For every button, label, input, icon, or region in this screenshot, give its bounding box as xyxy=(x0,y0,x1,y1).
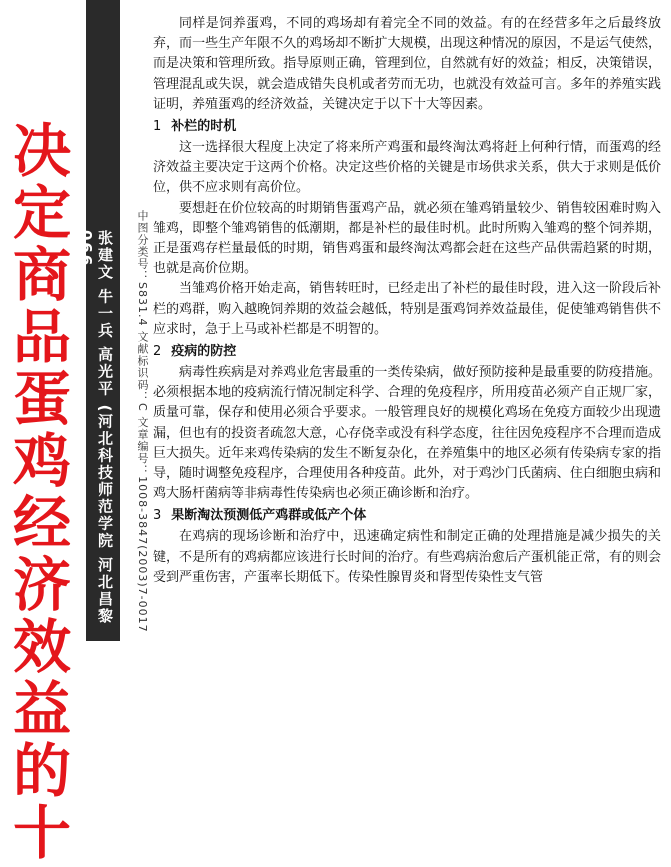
author-strip xyxy=(77,0,120,641)
title-char: 蛋 xyxy=(12,365,71,433)
section-heading xyxy=(153,506,661,526)
intro-paragraph: 同样是饲养蛋鸡，不同的鸡场却有着完全不同的效益。有的在经营多年之后最终放弃，而一些生产年限不久的鸡场却不断扩大规模，出现这种情况的原因，不是运气使然，而是决策和管理所致。指导原则正确，管理到位，自然就有好的效益；相反，决策错误，管理混乱或失误，就会造成错失良机或者劳而无功，也就没有效益可言。多年的养殖实践证明，养殖蛋鸡的经济效益，关键决定于以下十大等因素。 xyxy=(153,16,661,112)
section-heading xyxy=(153,117,661,137)
title-char: 效 xyxy=(12,613,71,681)
section-number: 2 xyxy=(153,344,162,360)
title-char: 品 xyxy=(12,303,71,371)
body-paragraph: 要想赶在价位较高的时期销售蛋鸡产品，就必须在雏鸡销量较少、销售较困难时购入雏鸡，即整个雏鸡销售的低潮期，都是补栏的最佳时机。此时所购入雏鸡的整个饲养期，正是蛋鸡存栏量最低的时期，销售鸡蛋和最终淘汰鸡都会赶在这些产品供需趋紧的时期，也就是高价位期。 xyxy=(153,200,661,277)
body-paragraph: 在鸡病的现场诊断和治疗中，迅速确定病性和制定正确的处理措施是减少损失的关键，不是所有的鸡病都应该进行长时间的治疗。有些鸡病治愈后产蛋机能正常，有的则会受到严重伤害，产蛋率长期低下。传染性腺胃炎和肾型传染性支气管 xyxy=(153,529,661,585)
section-title: 疫病的防控 xyxy=(171,344,237,360)
body-paragraph: 病毒性疾病是对养鸡业危害最重的一类传染病，做好预防接种是最重要的防疫措施。必须根据本地的疫病流行情况制定科学、合理的免疫程序，所用疫苗必须产自正规厂家，质量可靠，保存和使用必须合乎要求。一般管理良好的规模化鸡场在免疫方面较少出现遗漏，但也有的投资者疏忽大意，心存侥幸或没有科学态度，往往因免疫程序不合理而造成巨大损失。近年来鸡传染病的发生不断复杂化，在养殖集中的地区必须有传染病专家的指导，随时调整免疫程序，合理使用各种疫苗。此外，对于鸡沙门氏菌病、住白细胞虫病和鸡大肠杆菌病等非病毒性传染病也必须正确诊断和治疗。 xyxy=(153,365,661,502)
title-char: 的 xyxy=(12,737,71,805)
title-char: 经 xyxy=(12,489,71,557)
author-line: 张建文 牛一兵 高光平 (河北科技师范学院 河北昌黎 066 xyxy=(77,230,114,625)
classification-meta: 中图分类号：S831.4 文献标识码：C 文章编号：1008-3847(2003)7-0017 xyxy=(136,210,149,633)
body-paragraph: 这一选择很大程度上决定了将来所产鸡蛋和最终淘汰鸡将赶上何种行情，而蛋鸡的经济效益主要决定于这两个价格。决定这些价格的关键是市场供求关系，供大于求则是低价位，供不应求则有高价位。 xyxy=(153,140,661,196)
title-char: 鸡 xyxy=(12,427,71,495)
title-char: 济 xyxy=(12,551,71,619)
section-number: 1 xyxy=(153,119,162,135)
section-title: 补栏的时机 xyxy=(171,119,237,135)
article-body xyxy=(153,14,661,588)
title-char: 决 xyxy=(12,117,71,185)
title-char: 商 xyxy=(12,241,71,309)
section-number: 3 xyxy=(153,508,162,524)
title-char: 定 xyxy=(12,179,71,247)
title-char: 十 xyxy=(12,799,71,867)
title-char: 益 xyxy=(12,675,71,743)
section-heading xyxy=(153,342,661,362)
article-title xyxy=(2,117,82,867)
section-title: 果断淘汰预测低产鸡群或低产个体 xyxy=(171,508,367,524)
body-paragraph: 当雏鸡价格开始走高，销售转旺时，已经走出了补栏的最佳时段，进入这一阶段后补栏的鸡群，购入越晚饲养期的效益会越低，特别是蛋鸡饲养效益最佳，促使雏鸡销售供不应求时，急于上马或补栏都是不明智的。 xyxy=(153,281,661,337)
